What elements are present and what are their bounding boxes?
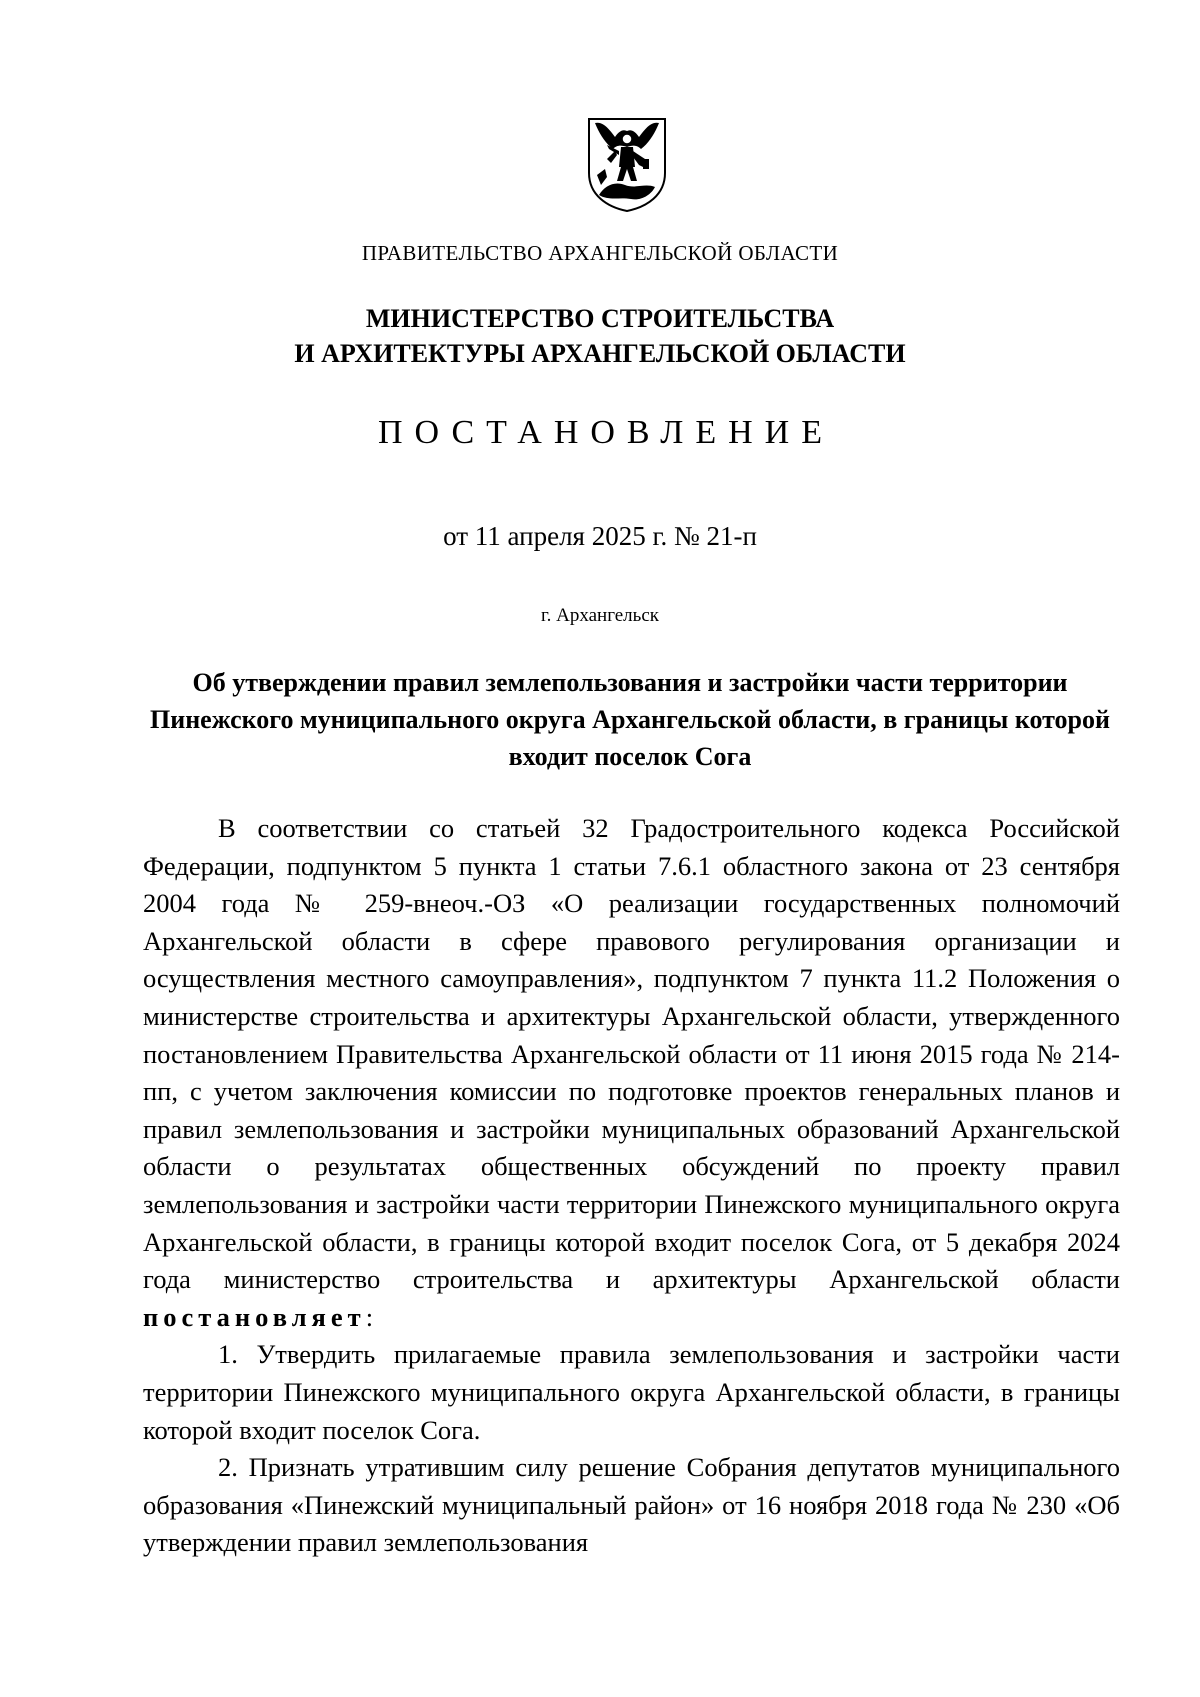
item-1-paragraph: 1. Утвердить прилагаемые правила землепользования и застройки части территории Пинежского муниципального округа Архангельской области, в границы которой входит поселок Сога. xyxy=(143,1339,1120,1445)
preamble-text: В соответствии со статьей 32 Градостроительного кодекса Российской Федерации, подпунктом 5 пункта 1 статьи 7.6.1 областного закона от 23 сентября 2004 года № 259-внеоч.-ОЗ «О реализации государственных полномочий Архангельской области в сфере правового регулирования организации и осуществления местного самоуправления», подпунктом 7 пункта 11.2 Положения о министерстве строительства и архитектуры Архангельской области, утвержденного постановлением Правительства Архангельской области от 11 июня 2015 года № 214-пп, с учетом заключения комиссии по подготовке проектов генеральных планов и правил землепользования и застройки муниципальных образований Архангельской области о результатах общественных обсуждений по проекту правил землепользования и застройки части территории Пинежского муниципального округа Архангельской области, в границы которой входит поселок Сога, от 5 декабря 2024 года министерство строительства и архитектуры Архангельской области xyxy=(143,813,1120,1295)
ministry-name-line-1: МИНИСТЕРСТВО СТРОИТЕЛЬСТВА xyxy=(365,304,835,333)
government-name: ПРАВИТЕЛЬСТВО АРХАНГЕЛЬСКОЙ ОБЛАСТИ xyxy=(361,241,839,265)
document-city: г. Архангельск xyxy=(540,605,659,626)
document-title: Об утверждении правил землепользования и застройки части территории Пинежского муниципального округа Архангельской области, в границы которой входит поселок Сога xyxy=(150,668,1110,771)
decree-colon: : xyxy=(365,1301,374,1332)
decree-word: постановляет xyxy=(143,1301,366,1332)
document-date-number: от 11 апреля 2025 г. № 21-п xyxy=(443,521,757,551)
ministry-name-line-2: И АРХИТЕКТУРЫ АРХАНГЕЛЬСКОЙ ОБЛАСТИ xyxy=(294,339,906,368)
document-type: ПОСТАНОВЛЕНИЕ xyxy=(377,414,835,451)
item-2-paragraph: 2. Признать утратившим силу решение Собрания депутатов муниципального образования «Пинежский муниципальный район» от 16 ноября 2018 года № 230 «Об утверждении правил землепользования xyxy=(143,1452,1120,1558)
archangel-coat-of-arms-icon xyxy=(585,115,669,213)
preamble-paragraph xyxy=(143,810,1120,1336)
ministry-name xyxy=(0,301,1200,371)
document-body xyxy=(143,810,1120,1562)
